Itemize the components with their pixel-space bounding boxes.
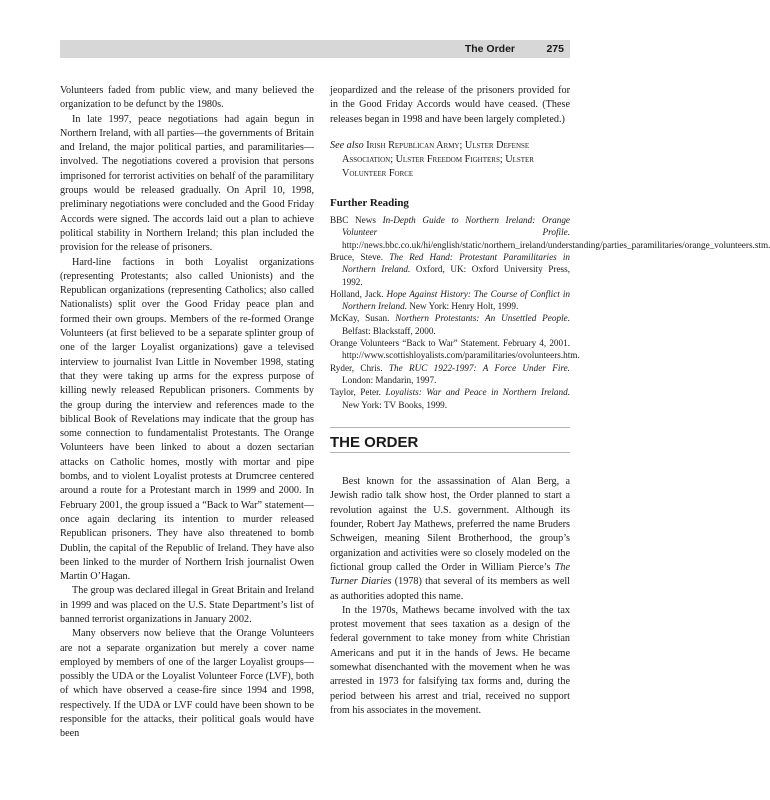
reference-title: In-Depth Guide to Northern Ireland: Orange Volunteer Profile. [342,215,571,238]
section-paragraph-1-end: (1978) that several of its members as well as authorities adopted this name. [330,576,571,602]
reference-publication: http://news.bbc.co.uk/hi/english/static/northern_ireland/understanding/parties_paramilitaries/orange_volunteers.stm. [342,239,770,250]
left-paragraph-3: Hard-line factions in both Loyalist organizations (representing Protestants; also called Unionists) and the Republican organizations (representing Catholics; also called Nationalists) split over the Good Friday peace plan and formed their own groups. Members of the re-formed Orange Volunteers (at first believed to be a separate splinter group of one of the larger Loyalist organizations) gave a televised interview to journalist Ivan Little in November 1998, stating that they were taking up arms for the express purpose of killing newly released Republican prisoners. Comments by the group during the interview and references made to the biblical Book of Revelations may indicate that the group has some connection to fundamentalist Protestants. The Orange Volunteers have been linked to about a dozen sectarian attacks on Catholic homes, mostly with mortar and pipe bombs, and to violent Loyalist protests at Drumcree centered around a route for a Protestant march in 1999 and 2000. In February 2001, the group issued a “Back to War” statement—once again declaring its intention to murder released Republican prisoners. They have also threatened to bomb Dublin, the capital of the Republic of Ireland. They have also been linked to the murder of Northern Irish journalist Owen Martin O’Hagan. [60,256,314,583]
continuation-paragraph: jeopardized and the release of the prisoners provided for in the Good Friday Accords would have ceased. (These releases began in 1998 and have been largely completed.) [330,85,570,125]
left-paragraph-4: The group was declared illegal in Great Britain and Ireland in 1999 and was placed on the U.S. State Department’s list of banned terrorist organizations in January 2002. [60,585,314,625]
further-reading-heading: Further Reading [330,196,409,209]
page-number: 275 [546,43,564,55]
reference-item [330,214,770,251]
reference-title: Hope Against History: The Course of Conflict in Northern Ireland. [342,288,570,312]
book-title: The Turner Diaries [330,561,571,588]
reference-author: Orange Volunteers “Back to War” Statement. [330,338,500,349]
running-title: The Order [464,43,515,55]
right-column [330,84,770,718]
reference-title: Loyalists: War and Peace in Northern Ireland. [385,387,571,398]
reference-publication: New York: Henry Holt, 1999. [409,301,519,312]
reference-item [330,288,570,313]
left-paragraph-1: Volunteers faded from public view, and many believed the organization to be defunct by the 1980s. [60,85,314,111]
left-paragraph-2: In late 1997, peace negotiations had again begun in Northern Ireland, with all parties—the governments of Britain and Ireland, the major political parties, and paramilitaries—involved. The negotiations covered a provision that persons imprisoned for terrorist activities on behalf of the paramilitary groups would be released gradually. On April 10, 1998, preliminary negotiations were concluded and the Good Friday Accords were signed. The accords laid out a plan to achieve political stability in Northern Ireland; this plan included the provision for the release of prisoners. [60,113,314,254]
running-header [60,40,570,58]
left-column [60,84,314,742]
reference-title: The RUC 1922-1997: A Force Under Fire. [388,362,570,373]
reference-publication: Oxford, UK: Oxford University Press, 1992. [342,264,570,287]
reference-item [330,362,570,387]
reference-title: The Red Hand: Protestant Paramilitaries in Northern Ireland. [342,251,570,275]
left-paragraph-5: Many observers now believe that the Orange Volunteers are not a separate organization but merely a cover name employed by members of one of the larger Loyalist groups—possibly the UDA or the Loyalist Volunteer Force (LVF), both of which have observed a cease-fire since 1994 and 1998, respectively. If the UDA or LVF could have been shown to be responsible for the attacks, their political goals would have been [60,628,314,740]
section-rule-top [330,427,570,428]
reference-publication: February 4, 2001. http://www.scottishloyalists.com/paramilitaries/ovolunteers.htm. [342,338,580,361]
reference-item [330,312,570,337]
reference-item [330,337,580,362]
reference-author: Holland, Jack. [330,288,384,299]
section-paragraph-1-text: Best known for the assassination of Alan Berg, a Jewish radio talk show host, the Order planned to start a revolution against the U.S. government. Although its founder, Robert Jay Mathews, preferred the name Bruders Schweigen, meaning Silent Brotherhood, the group’s organization and activities were so closely modeled on the fictional group called the Order in William Pierce’s [330,476,570,573]
reference-publication: Belfast: Blackstaff, 2000. [342,325,436,336]
reference-item [330,386,570,411]
see-also-label: See also [330,139,364,151]
reference-author: McKay, Susan. [330,313,390,324]
reference-publication: London: Mandarin, 1997. [342,374,437,385]
section-rule-bottom [330,452,570,453]
see-also [330,139,570,182]
reference-author: BBC News [330,215,376,226]
reference-author: Taylor, Peter. [330,387,381,398]
section-paragraph-1 [330,475,570,604]
section-paragraph-2: In the 1970s, Mathews became involved with the tax protest movement that sees taxation as a design of the federal government to take money from white Christian Americans and put it in the hands of Jews. He became somewhat disenchanted with the movement when he was arrested in 1973 for falsifying tax forms and, during the period between his arrest and trial, received no support from his associates in the movement. [330,604,570,716]
reference-author: Bruce, Steve. [330,251,384,262]
reference-title: Northern Protestants: An Unsettled People. [395,313,570,324]
reference-author: Ryder, Chris. [330,362,383,373]
reference-publication: New York: TV Books, 1999. [342,399,448,410]
reference-item [330,251,570,288]
section-heading: THE ORDER [330,433,419,451]
reference-list [330,214,770,411]
see-also-entries: Irish Republican Army; Ulster Defense Association; Ulster Freedom Fighters; Ulster Volunteer Force [342,139,534,180]
